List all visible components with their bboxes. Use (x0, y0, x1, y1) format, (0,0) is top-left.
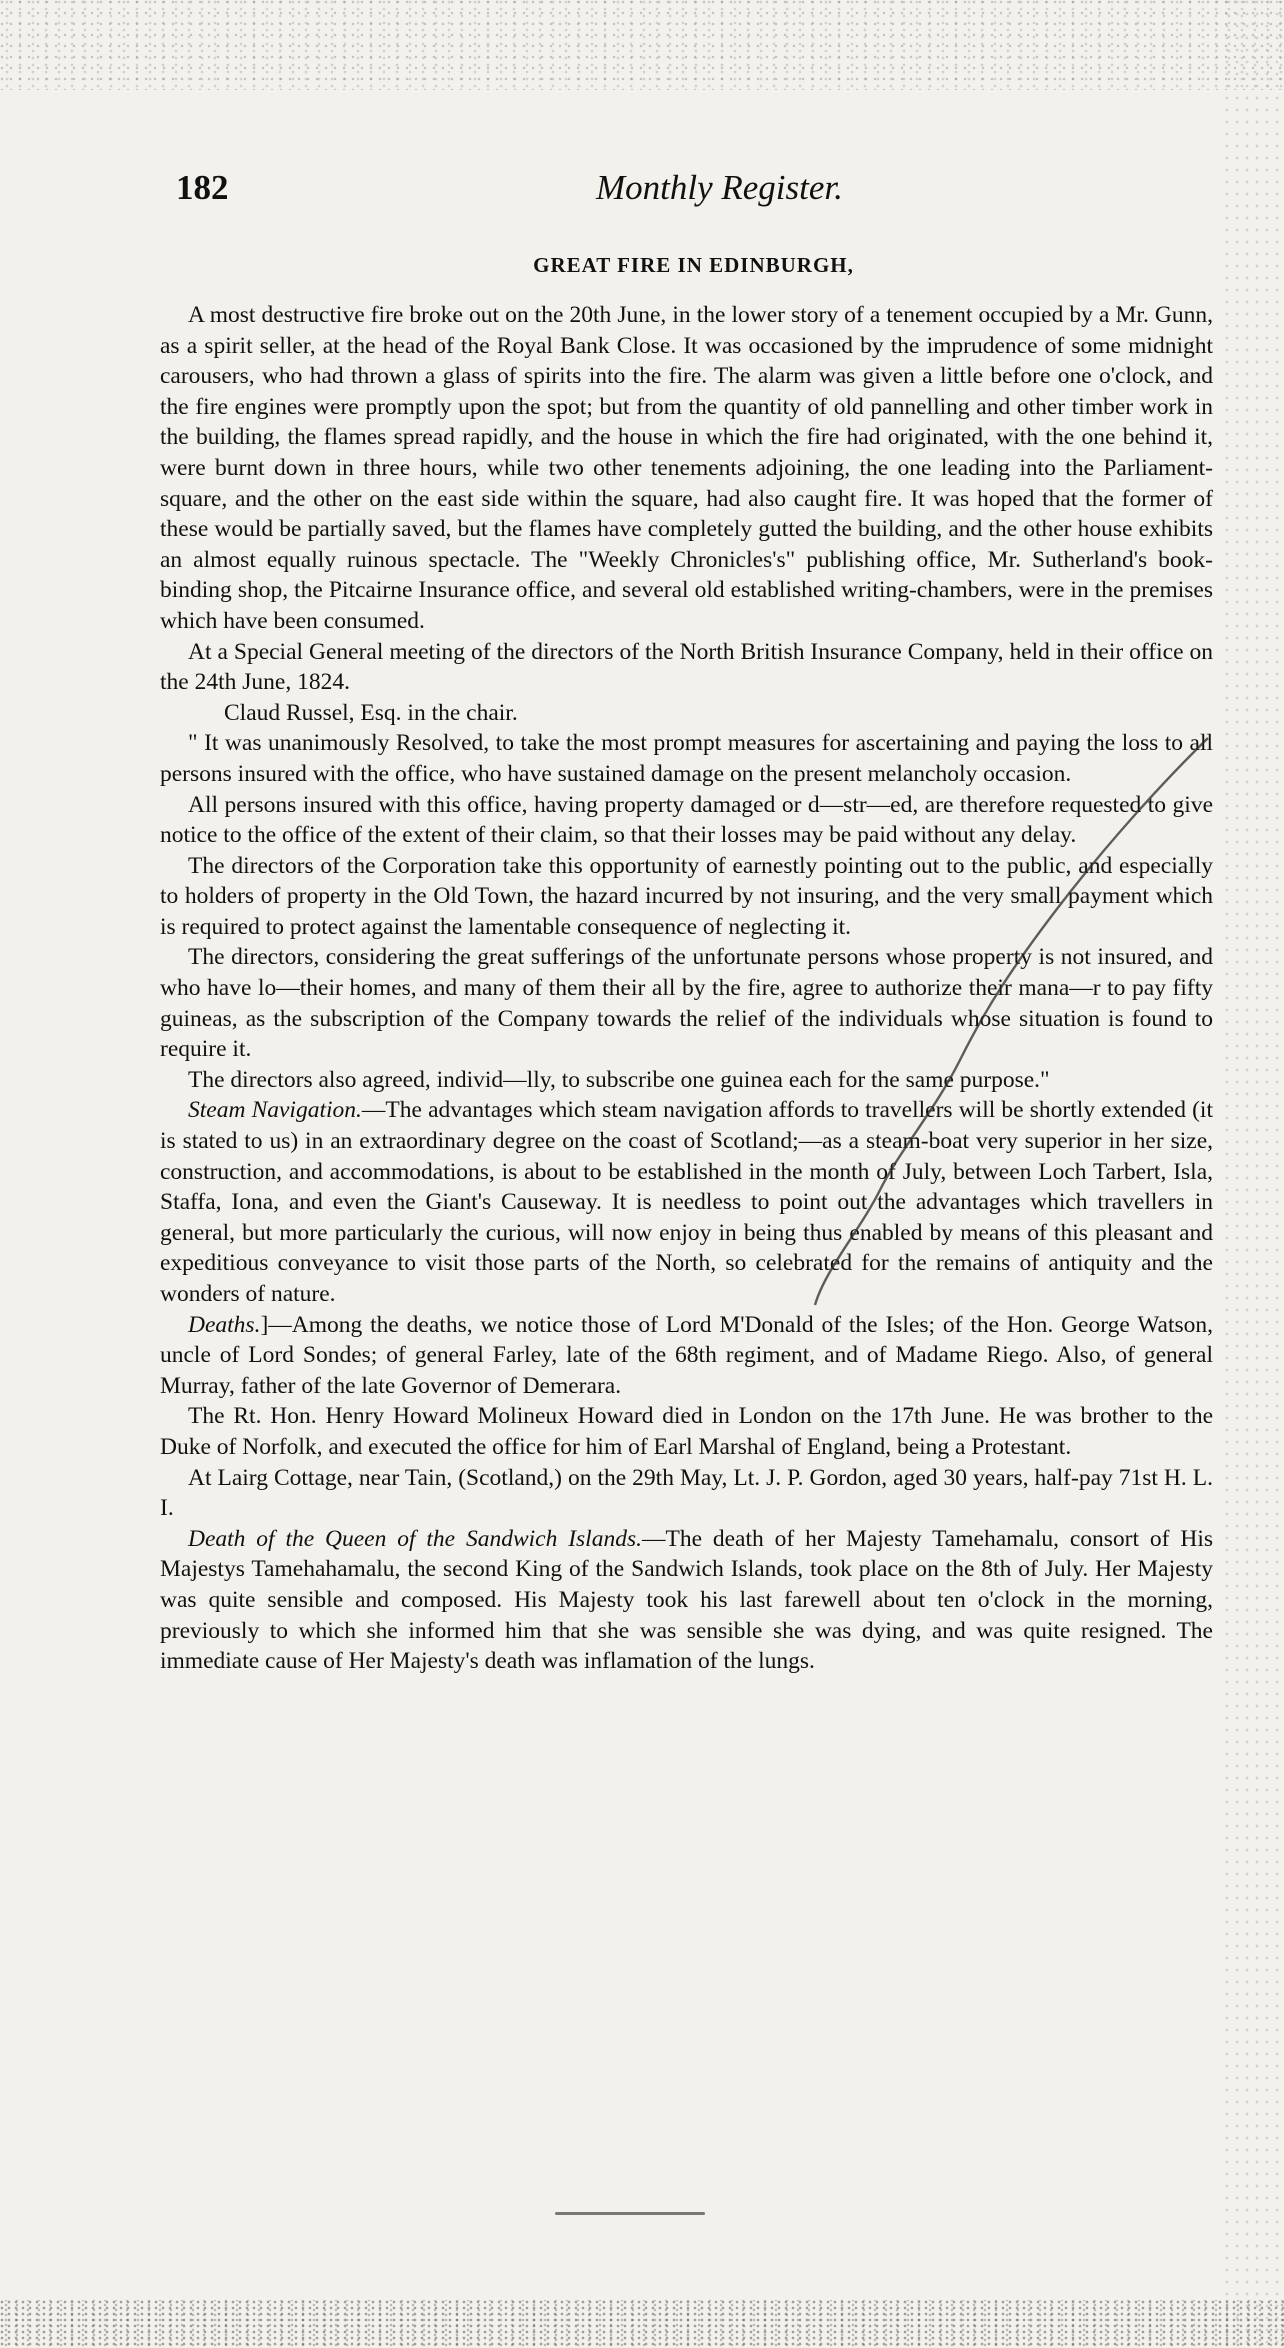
deaths-lead: Deaths. (188, 1311, 261, 1338)
article-title: GREAT FIRE IN EDINBURGH, (533, 253, 854, 277)
paragraph-resolved: " It was unanimously Resolved, to take the most prompt measures for ascertaining and paying the loss to all persons insured with the office, who have sustained damage on the present melancholy occasion. (160, 730, 1213, 787)
footer-rule (555, 2212, 705, 2215)
running-head: Monthly Register. (596, 168, 843, 207)
paragraph-fire: A most destructive fire broke out on the 20th June, in the lower story of a tenement occupied by a Mr. Gunn, as a spirit seller, at the head of the Royal Bank Close. It was occasioned by the imprudence of some midnight carousers, who had thrown a glass of spirits into the fire. The alarm was given a little before one o'clock, and the fire engines were promptly upon the spot; but from the quantity of old pannelling and other timber work in the building, the flames spread rapidly, and the house in which the fire had originated, with the one behind it, were burnt down in three hours, while two other tenements adjoining, the one leading into the Parliament-square, and the other on the east side within the square, had also caught fire. It was hoped that the former of these would be partially saved, but the flames have completely gutted the building, and the other house exhibits an almost equally ruinous spectacle. The "Weekly Chronicles's" publishing office, Mr. Sutherland's book-binding shop, the Pitcairne Insurance office, and several old established writing-chambers, were in the premises which have been consumed. (160, 302, 1213, 634)
paragraph-chair: Claud Russel, Esq. in the chair. (224, 699, 518, 726)
paragraph-directors-sufferings: The directors, considering the great sufferings of the unfortunate persons whose property is not insured, and who have lo—their homes, and many of them their all by the fire, agree to authorize their mana—r to pay fifty guineas, as the subscription of the Company towards the relief of the individuals whose situation is found to require it. (160, 944, 1213, 1063)
steam-text: —The advantages which steam navigation affords to travellers will be shortly extended (it is stated to us) in an extraordinary degree on the coast of Scotland;—as a steam-boat very superior in her size, construction, and accommodations, is about to be established in the month of July, between Loch Tarbert, Isla, Staffa, Iona, and even the Giant's Causeway. It is needless to point out the advantages which travellers in general, but more particularly the curious, will now enjoy in being thus enabled by means of this pleasant and expeditious conveyance to visit those parts of the North, so celebrated for the remains of antiquity and the wonders of nature. (160, 1097, 1213, 1307)
steam-lead: Steam Navigation. (188, 1097, 362, 1124)
paragraph-meeting: At a Special General meeting of the directors of the North British Insurance Company, held in their office on the 24th June, 1824. (160, 638, 1213, 696)
queen-lead: Death of the Queen of the Sandwich Islands. (188, 1525, 642, 1552)
paragraph-directors-opportunity: The directors of the Corporation take this opportunity of earnestly pointing out to the public, and especially to holders of property in the Old Town, the hazard incurred by not insuring, and the very small payment which is required to protect against the lamentable consequence of neglecting it. (160, 852, 1213, 940)
paragraph-insured: All persons insured with this office, having property damaged or d—str—ed, are therefore requested to give notice to the office of the extent of their claim, so that their losses may be paid without any delay. (160, 791, 1213, 849)
paragraph-directors-guinea: The directors also agreed, individ—lly, to subscribe one guinea each for the same purpose." (188, 1066, 1050, 1093)
paragraph-gordon: At Lairg Cottage, near Tain, (Scotland,) on the 29th May, Lt. J. P. Gordon, aged 30 years, half-pay 71st H. L. I. (160, 1464, 1213, 1522)
page-number: 182 (176, 168, 229, 207)
queen-text: —The death of her Majesty Tamehamalu, consort of His Majestys Tamehahamalu, the second King of the Sandwich Islands, took place on the 8th of July. Her Majesty was quite sensible and composed. His Majesty took his last farewell about ten o'clock in the morning, previously to which she informed him that she was sensible she was dying, and was quite resigned. The immediate cause of Her Majesty's death was inflamation of the lungs. (160, 1525, 1213, 1675)
paragraph-molineux: The Rt. Hon. Henry Howard Molineux Howard died in London on the 17th June. He was brother to the Duke of Norfolk, and executed the office for him of Earl Marshal of England, being a Protestant. (160, 1403, 1213, 1460)
deaths-text: ]—Among the deaths, we notice those of Lord M'Donald of the Isles; of the Hon. George Watson, uncle of Lord Sondes; of general Farley, late of the 68th regiment, and of Madame Riego. Also, of general Murray, father of the late Governor of Demerara. (160, 1311, 1213, 1399)
